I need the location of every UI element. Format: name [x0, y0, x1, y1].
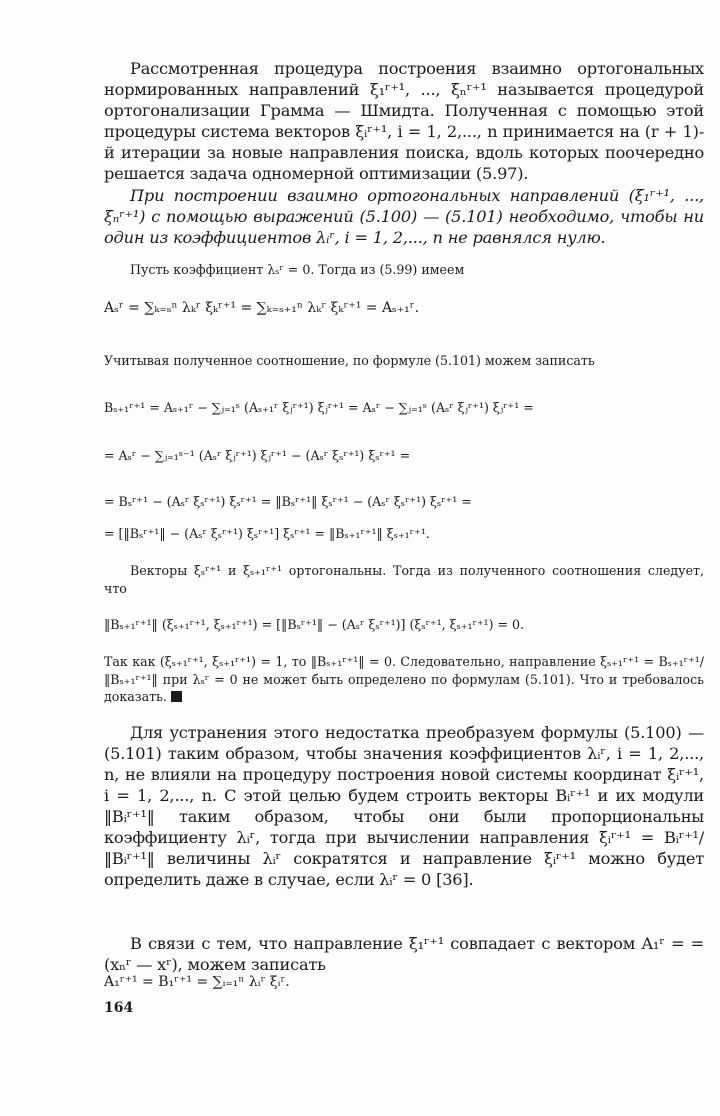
equation-a1: A₁ʳ⁺¹ = B₁ʳ⁺¹ = ∑ᵢ₌₁ⁿ λᵢʳ ξᵢʳ.: [104, 974, 290, 990]
paragraph-gram-schmidt: Рассмотренная процедура построения взаимно ортогональных нормированных направлений ξ₁ʳ⁺¹, ..., ξₙʳ⁺¹ называется процедурой ортогонализации Грамма — Шмидта. Полученная с помощью этой процедуры система векторов ξᵢʳ⁺¹, i = 1, 2,..., n принимается на (r + 1)-й итерации за новые направления поиска, вдоль которых поочередно решается задача одномерной оптимизации (5.97).: [104, 59, 704, 183]
equation-b-line-4: = [‖Bₛʳ⁺¹‖ − (Aₛʳ ξₛʳ⁺¹) ξₛʳ⁺¹] ξₛʳ⁺¹ = ‖Bₛ₊₁ʳ⁺¹‖ ξₛ₊₁ʳ⁺¹.: [104, 526, 430, 541]
paragraph-proof: [104, 653, 704, 706]
equation-norm-zero: ‖Bₛ₊₁ʳ⁺¹‖ (ξₛ₊₁ʳ⁺¹, ξₛ₊₁ʳ⁺¹) = [‖Bₛʳ⁺¹‖ − (Aₛʳ ξₛʳ⁺¹)] (ξₛʳ⁺¹, ξₛ₊₁ʳ⁺¹) = 0.: [104, 617, 525, 632]
paragraph-using-relation: Учитывая полученное соотношение, по формуле (5.101) можем записать: [104, 353, 595, 368]
paragraph-direction: В связи с тем, что направление ξ₁ʳ⁺¹ совпадает с вектором A₁ʳ = = (xₙʳ — xʳ), можем записать: [104, 934, 704, 974]
equation-b-line-3: = Bₛʳ⁺¹ − (Aₛʳ ξₛʳ⁺¹) ξₛʳ⁺¹ = ‖Bₛʳ⁺¹‖ ξₛʳ⁺¹ − (Aₛʳ ξₛʳ⁺¹) ξₛʳ⁺¹ =: [104, 494, 472, 509]
paragraph-modification: Для устранения этого недостатка преобразуем формулы (5.100) — (5.101) таким образом, чтобы значения коэффициентов λᵢʳ, i = 1, 2,..., n, не влияли на процедуру построения новой системы координат ξᵢʳ⁺¹, i = 1, 2,..., n. С этой целью будем строить векторы Bᵢʳ⁺¹ и их модули ‖Bᵢʳ⁺¹‖ таким образом, чтобы они были пропорциональны коэффициенту λᵢʳ, тогда при вычислении направления ξᵢʳ⁺¹ = Bᵢʳ⁺¹/‖Bᵢʳ⁺¹‖ величины λᵢʳ сократятся и направление ξᵢʳ⁺¹ можно будет определить даже в случае, если λᵢʳ = 0 [36].: [104, 723, 704, 889]
page-number: 164: [104, 1000, 134, 1016]
paragraph-orthogonal: Векторы ξₛʳ⁺¹ и ξₛ₊₁ʳ⁺¹ ортогональны. Тогда из полученного соотношения следует, что: [104, 563, 704, 596]
paragraph-condition: При построении взаимно ортогональных направлений (ξ₁ʳ⁺¹, ..., ξₙʳ⁺¹) с помощью выражений (5.100) — (5.101) необходимо, чтобы ни один из коэффициентов λᵢʳ, i = 1, 2,..., n не равнялся нулю.: [104, 186, 704, 247]
equation-b-line-1: Bₛ₊₁ʳ⁺¹ = Aₛ₊₁ʳ − ∑ⱼ₌₁ˢ (Aₛ₊₁ʳ ξⱼʳ⁺¹) ξⱼʳ⁺¹ = Aₛʳ − ∑ⱼ₌₁ˢ (Aₛʳ ξⱼʳ⁺¹) ξⱼʳ⁺¹ =: [104, 400, 534, 415]
equation-a-s: Aₛʳ = ∑ₖ₌ₛⁿ λₖʳ ξₖʳ⁺¹ = ∑ₖ₌ₛ₊₁ⁿ λₖʳ ξₖʳ⁺¹ = Aₛ₊₁ʳ.: [104, 300, 420, 316]
paragraph-assumption: Пусть коэффициент λₛʳ = 0. Тогда из (5.99) имеем: [130, 262, 465, 277]
end-of-proof-icon: [171, 691, 182, 702]
proof-text: Так как (ξₛ₊₁ʳ⁺¹, ξₛ₊₁ʳ⁺¹) = 1, то ‖Bₛ₊₁ʳ⁺¹‖ = 0. Следовательно, направление ξₛ₊₁ʳ⁺¹ = Bₛ₊₁ʳ⁺¹/‖Bₛ₊₁ʳ⁺¹‖ при λₛʳ = 0 не может быть определено по формулам (5.101). Что и требовалось доказать.: [104, 654, 704, 705]
equation-b-line-2: = Aₛʳ − ∑ⱼ₌₁ˢ⁻¹ (Aₛʳ ξⱼʳ⁺¹) ξⱼʳ⁺¹ − (Aₛʳ ξₛʳ⁺¹) ξₛʳ⁺¹ =: [104, 448, 411, 463]
